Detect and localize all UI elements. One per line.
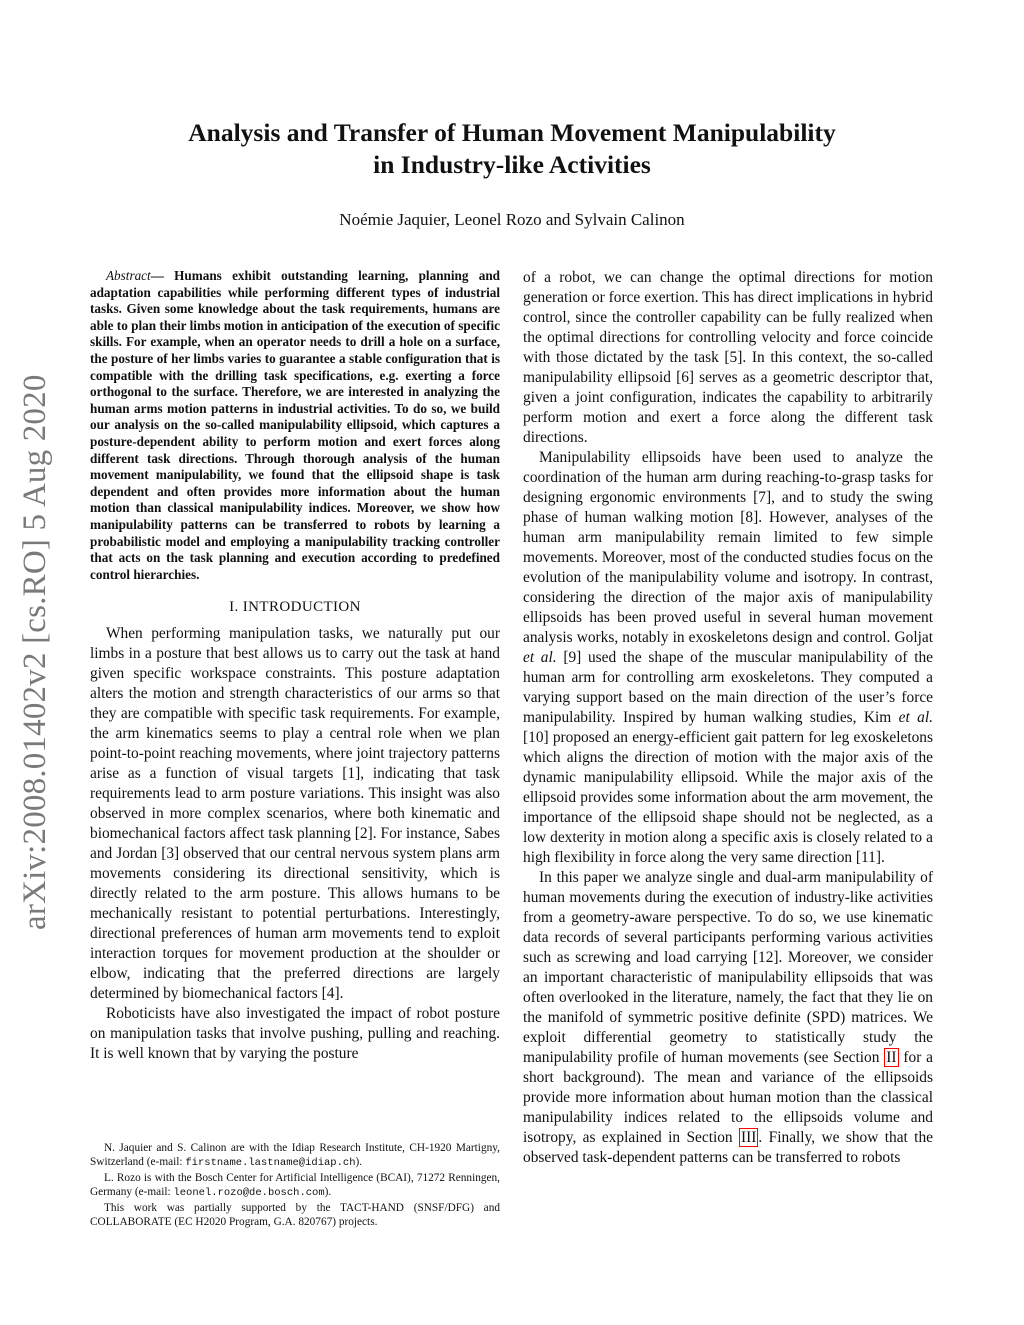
intro-paragraph-3: of a robot, we can change the optimal directions for motion generation or force exertion. This has direct implications in hybrid control, since the controller capability can be fully realized when the optimal directions for controlling velocity and force coincide with those dictated by the task [5]. In this context, the so-called manipulability ellipsoid [6] serves as a geometric descriptor that, given a joint configuration, indicates the capability to arbitrarily perform motion and exert a force along the different task directions. [523, 269, 933, 446]
intro-paragraph-2: Roboticists have also investigated the impact of robot posture on manipulation tasks that involve pushing, pulling and reaching. It is well known that by varying the posture [90, 1005, 500, 1063]
left-column [90, 268, 500, 1064]
title-line-2: in Industry-like Activities [373, 150, 651, 179]
footnote-affiliation-idiap: N. Jaquier and S. Calinon are with the Idiap Research Institute, CH-1920 Martigny, Switzerland (e-mail: firstname.lastname@idiap.ch). [90, 1142, 500, 1169]
right-column [523, 268, 933, 1168]
title-line-1: Analysis and Transfer of Human Movement Manipulability [188, 118, 836, 147]
et-al-kim: et al. [898, 709, 933, 726]
et-al-goljat: et al. [523, 649, 557, 666]
intro-paragraph-1: When performing manipulation tasks, we naturally put our limbs in a posture that best allows us to carry out the task at hand given specific workspace constraints. This posture adaptation alters the motion and strength characteristics of our arms so that they are compatible with specific task requirements. For example, the arm kinematics seems to play a central role when we plan point-to-point reaching movements, where joint trajectory patterns arise as a function of visual targets [1], indicating that task requirements lead to arm posture variations. This insight was also observed in more complex scenarios, where both kinematic and biomechanical factors affect task planning [2]. For instance, Sabes and Jordan [3] observed that our central nervous system plans arm movements considering its directional sensitivity, which is directly related to the arm posture. This allows humans to be mechanically resistant to potential perturbations. Interestingly, directional preferences of human arm movements tend to exploit interaction torques for movement production at the shoulder or elbow, indicating that the preferred directions are largely determined by biomechanical factors [4]. [90, 625, 500, 1003]
email-link-bosch[interactable]: leonel.rozo@de.bosch.com [173, 1187, 325, 1199]
abstract-label: Abstract [106, 268, 151, 283]
arxiv-identifier: arXiv:2008.01402v2 [cs.RO] 5 Aug 2020 [17, 374, 53, 930]
abstract-text: — Humans exhibit outstanding learning, planning and adaptation capabilities while performing different types of industrial tasks. Given some knowledge about the task requirements, humans are able to plan their limbs motion in anticipation of the execution of specific skills. For example, when an operator needs to drill a hole on a surface, the posture of her limbs varies to guarantee a stable configuration that is compatible with the drilling task specifications, e.g. exerting a force orthogonal to the surface. Therefore, we are interested in analyzing the human arms motion patterns in industrial activities. To do so, we build our analysis on the so-called manipulability ellipsoid, which captures a posture-dependent ability to perform motion and exert forces along different task directions. Through thorough analysis of the human movement manipulability, we found that the ellipsoid shape is task dependent and often provides more information about the human motion than classical manipulability indices. Moreover, we show how manipulability patterns can be transferred to robots by learning a probabilistic model and employing a manipulability tracking controller that acts on the task planning and execution according to predefined control hierarchies. [90, 268, 500, 582]
footnote-funding: This work was partially supported by the TACT-HAND (SNSF/DFG) and COLLABORATE (EC H2020 Program, G.A. 820767) projects. [90, 1202, 500, 1228]
section-link-ii[interactable]: II [886, 1049, 897, 1066]
section-link-iii[interactable]: III [741, 1129, 757, 1146]
footnotes [90, 1140, 500, 1230]
intro-paragraph-4: Manipulability ellipsoids have been used to analyze the coordination of the human arm during reaching-to-grasp tasks for designing ergonomic environments [7], and to study the swing phase of human walking motion [8]. However, analyses of the human arm manipulability remain limited to few simple movements. Moreover, most of the conducted studies focus on the evolution of the manipulability volume and isotropy. In contrast, considering the direction of the major axis of manipulability ellipsoids has been proved useful in several human movement analysis works, notably in exoskeletons design and control. Goljat et al. [9] used the shape of the muscular manipulability of the human arm for controlling arm exoskeletons. They computed a varying support based on the main direction of the user’s force manipulability. Inspired by human walking studies, Kim et al. [10] proposed an energy-efficient gait pattern for leg exoskeletons which aligns the direction of motion with the major axis of the dynamic manipulability ellipsoid. While the major axis of the ellipsoid provides some information about the arm movement, the importance of the ellipsoid shape should not be neglected, as a low dexterity in motion along a specific axis is closely related to a high flexibility in force along the very same direction [11]. [523, 449, 933, 866]
footnote-affiliation-bosch: L. Rozo is with the Bosch Center for Artificial Intelligence (BCAI), 71272 Renningen, Germany (e-mail: leonel.rozo@de.bosch.com). [90, 1172, 500, 1199]
section-heading-introduction: I. INTRODUCTION [229, 599, 361, 616]
email-link-idiap[interactable]: firstname.lastname@idiap.ch [185, 1157, 356, 1169]
paper-title [90, 117, 934, 181]
intro-paragraph-5: In this paper we analyze single and dual-arm manipulability of human movements during the execution of industry-like activities from a geometry-aware perspective. To do so, we use kinematic data records of several participants performing various activities such as screwing and load carrying [12]. Moreover, we consider an important characteristic of manipulability ellipsoids that was often overlooked in the literature, namely, the fact that they lie on the manifold of symmetric positive definite (SPD) matrices. We exploit differential geometry to statistically study the manipulability profile of human movements (see Section II for a short background). The mean and variance of the ellipsoids provide more information about human motion than the classical manipulability indices related to the ellipsoids volume and isotropy, as explained in Section III . Finally, we show that the observed task-dependent patterns can be transferred to robots [523, 869, 933, 1166]
abstract [90, 268, 500, 583]
author-list: Noémie Jaquier, Leonel Rozo and Sylvain Calinon [339, 210, 685, 229]
